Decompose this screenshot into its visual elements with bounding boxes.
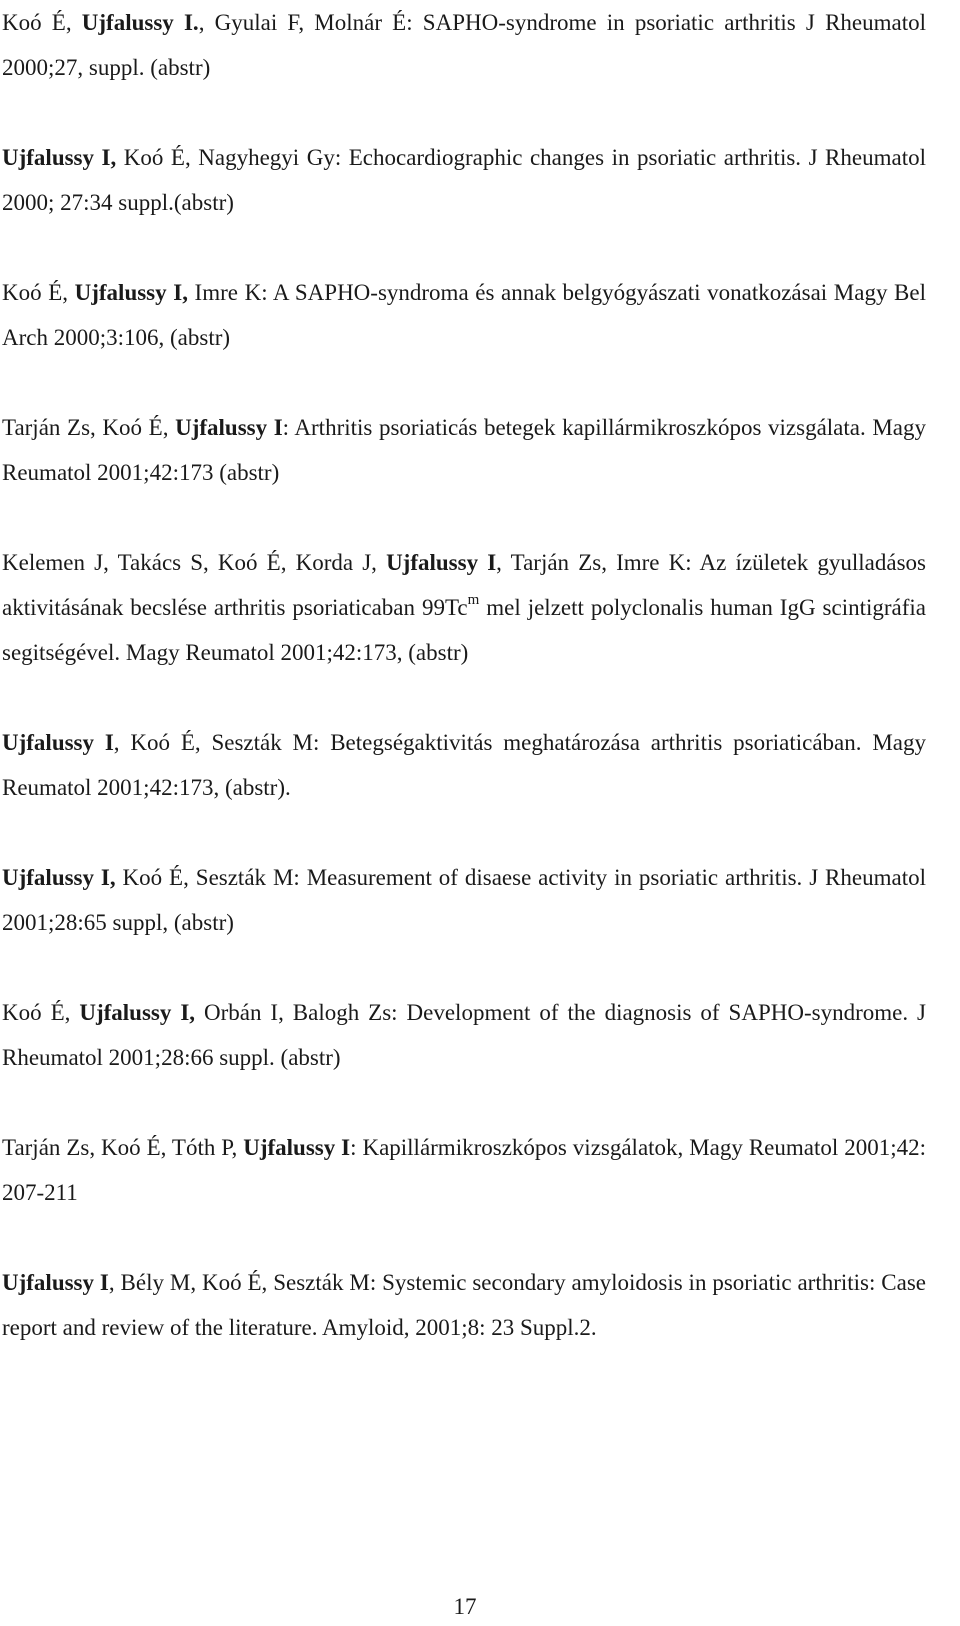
reference-entry [2, 405, 926, 495]
reference-text: : Arthritis psoriaticás betegek kapillármikroszkópos vizsgálata. Magy Reumatol 2001;42:173 (abstr) [2, 415, 927, 485]
reference-list [2, 0, 926, 1395]
reference-entry [2, 855, 926, 945]
author-highlight: Ujfalussy I [386, 550, 497, 575]
reference-entry [2, 990, 926, 1080]
reference-text: Tarján Zs, Koó É, Tóth P, [2, 1135, 244, 1160]
reference-text: Koó É, Seszták M: Measurement of disaese activity in psoriatic arthritis. J Rheumatol 2001;28:65 suppl, (abstr) [2, 865, 926, 935]
reference-entry [2, 270, 926, 360]
reference-text: Koó É, [2, 10, 82, 35]
author-highlight: Ujfalussy I [2, 1270, 109, 1295]
author-highlight: Ujfalussy I, [74, 280, 188, 305]
reference-text: Imre K: A SAPHO-syndroma és annak belgyógyászati vonatkozásai Magy Bel Arch 2000;3:106, (abstr) [2, 280, 926, 350]
reference-text: , Gyulai F, Molnár É: SAPHO-syndrome in psoriatic arthritis J Rheumatol 2000;27, suppl. (abstr) [2, 10, 926, 80]
reference-text: Koó É, [2, 1000, 80, 1025]
reference-entry [2, 1260, 926, 1350]
reference-text: Koó É, Nagyhegyi Gy: Echocardiographic changes in psoriatic arthritis. J Rheumatol 2000; 27:34 suppl.(abstr) [2, 145, 926, 215]
reference-text: Tarján Zs, Koó É, [2, 415, 176, 440]
reference-text: , Tarján Zs, Imre K: Az ízületek gyulladásos aktivitásának becslése arthritis psoriaticaban 99Tc [2, 550, 926, 620]
author-highlight: Ujfalussy I, [2, 865, 116, 890]
author-highlight: Ujfalussy I [175, 415, 283, 440]
author-highlight: Ujfalussy I, [79, 1000, 196, 1025]
author-highlight: Ujfalussy I [2, 730, 114, 755]
superscript: m [467, 592, 480, 609]
reference-entry [2, 0, 926, 90]
page-number: 17 [453, 1594, 477, 1619]
author-highlight: Ujfalussy I, [2, 145, 117, 170]
author-highlight: Ujfalussy I. [81, 10, 199, 35]
reference-text: , Bély M, Koó É, Seszták M: Systemic secondary amyloidosis in psoriatic arthritis: Case report and review of the literature. Amyloid, 2001;8: 23 Suppl.2. [2, 1270, 926, 1340]
reference-text: : Kapillármikroszkópos vizsgálatok, Magy Reumatol 2001;42: 207-211 [2, 1135, 926, 1205]
reference-text: Orbán I, Balogh Zs: Development of the diagnosis of SAPHO-syndrome. J Rheumatol 2001;28:66 suppl. (abstr) [2, 1000, 926, 1070]
reference-entry [2, 720, 926, 810]
reference-text: Kelemen J, Takács S, Koó É, Korda J, [2, 550, 387, 575]
reference-entry [2, 135, 926, 225]
reference-entry [2, 1125, 926, 1215]
reference-entry [2, 540, 926, 675]
reference-text: mel jelzett polyclonalis human IgG scintigráfia segitségével. Magy Reumatol 2001;42:173, (abstr) [2, 595, 926, 665]
reference-text: , Koó É, Seszták M: Betegségaktivitás meghatározása arthritis psoriaticában. Magy Reumatol 2001;42:173, (abstr). [2, 730, 926, 800]
reference-text: Koó É, [2, 280, 75, 305]
author-highlight: Ujfalussy I [243, 1135, 351, 1160]
